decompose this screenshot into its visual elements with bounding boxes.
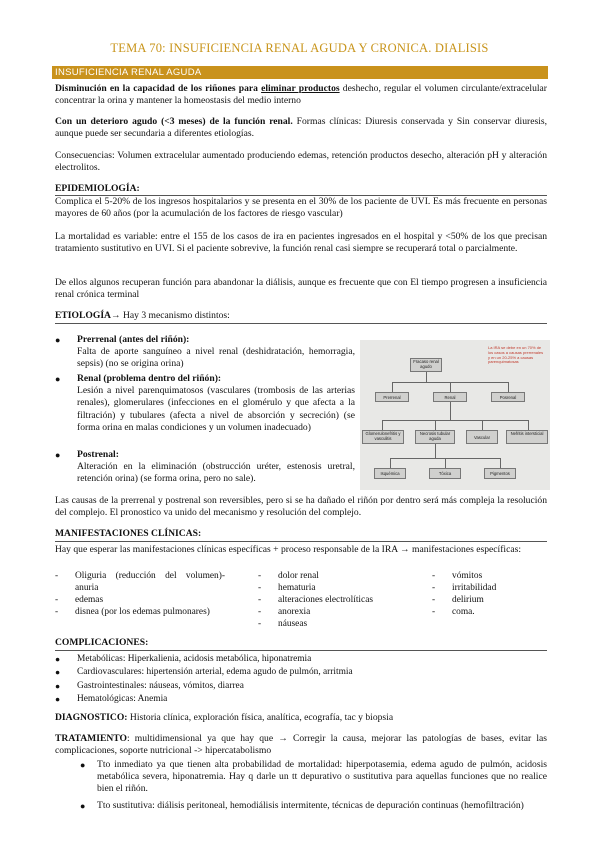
diagnostico-text: Historia clínica, exploración física, analítica, ecografía, tac y biopsia (127, 712, 394, 723)
intro-p1-c: deshecho, regular el volumen circulante/extracelular concentrar la orina y mantener la homeostasis del medio interno (55, 83, 547, 107)
list-item-text: Cardiovasculares: hipertensión arterial, edema agudo de pulmón, arritmia (77, 667, 353, 678)
etiologia-heading (55, 310, 547, 322)
manifestaciones-column-2 (258, 570, 408, 630)
list-item: - delirium (432, 595, 484, 605)
epidemiologia-heading: EPIDEMIOLOGÍA: (55, 183, 140, 194)
intro-p2-b: Formas clínicas: Diuresis conservada y Sin conservar diuresis, aunque puede ser secundaria a diferentes etiologías. (55, 116, 547, 140)
list-item (55, 680, 547, 693)
diagram-connector (382, 420, 528, 421)
etiologia-item-text: Falta de aporte sanguíneo a nivel renal (deshidratación, hemorragia, sepsis) (no se origina orina) (77, 346, 355, 370)
list-item-text: disnea (por los edemas pulmonares) (75, 607, 210, 617)
list-item: - vómitos (432, 571, 483, 581)
list-item (55, 653, 547, 666)
diagnostico-paragraph (55, 712, 547, 724)
bullet-dot-icon: ● (55, 374, 61, 384)
diagram-level2-box: Glomerulonefritis y vasculitis (362, 430, 404, 444)
complicaciones-heading: COMPLICACIONES: (55, 637, 149, 648)
etiologia-item (55, 449, 355, 489)
etiologia-item (55, 334, 355, 374)
diagram-level1-box: Prerrenal (375, 392, 409, 402)
list-item-text: náuseas (278, 619, 308, 629)
etiologia-item-text: Lesión a nivel parenquimatosos (vasculares (trombosis de las arterias renales), glomerulares (infecciones en el glomérulo y que afecta a la filtración) y tubulares (afecta a nivel de absorción y secreción) (se forma orina en malas condiciones y un volumen inadecuado) (77, 385, 355, 433)
section-banner: INSUFICIENCIA RENAL AGUDA (52, 66, 548, 79)
list-item-text: hematuria (278, 583, 316, 593)
etiologia-heading-rest: → Hay 3 mecanismo distintos: (110, 310, 230, 321)
bullet-dot-icon: ● (55, 680, 61, 691)
list-item-text: dolor renal (278, 571, 319, 581)
list-item-text: Gastrointestinales: náuseas, vómitos, diarrea (77, 680, 244, 691)
tratamiento-item-text: Tto sustitutiva: diálisis peritoneal, hemodiálisis intermitente, técnicas de depuración continuas (hemofiltración) (97, 800, 524, 811)
etiologia-item-title: Postrenal: (77, 449, 119, 460)
diagram-connector (392, 382, 393, 392)
diagram-connector (445, 458, 446, 468)
intro-p2-a: Con un deterioro agudo (<3 meses) de la función renal. (55, 116, 293, 127)
diagram-level3-box: Isquémica (374, 468, 406, 479)
list-item: - edemas (55, 595, 104, 605)
list-item: - hematuria (258, 583, 316, 593)
intro-paragraph-1 (55, 83, 547, 108)
list-item-text: irritabilidad (452, 583, 497, 593)
complicaciones-list (55, 653, 547, 707)
bullet-dot-icon: ● (80, 760, 86, 770)
diagram-connector (390, 458, 391, 468)
diagram-level2-box: Vascular (466, 430, 498, 444)
epidemiologia-paragraph-3: De ellos algunos recuperan función para abandonar la diálisis, aunque es frecuente que con El tiempo progresen a insuficiencia renal crónica terminal (55, 277, 547, 301)
bullet-dot-icon: ● (55, 335, 61, 345)
etiologia-closing-paragraph: Las causas de la prerrenal y postrenal son reversibles, pero si se ha dañado el riñón por dentro será más compleja la resolución del complejo. El pronostico va unido del mecanismo y resolución del complejo. (55, 495, 547, 519)
diagram-level1-box: Posrenal (491, 392, 525, 402)
list-item-text: coma. (452, 607, 475, 617)
etiologia-heading-label: ETIOLOGÍA (55, 310, 111, 321)
diagram-root-box: Fracaso renal agudo (410, 358, 442, 372)
manifestaciones-rule (55, 541, 547, 542)
list-item-text: Metabólicas: Hiperkalienia, acidosis metabólica, hiponatremia (77, 654, 312, 664)
bullet-dot-icon: ● (55, 667, 61, 678)
bullet-dot-icon: ● (55, 654, 61, 664)
manifestaciones-column-1 (55, 570, 225, 618)
etiologia-item (55, 373, 355, 448)
diagram-level3-box: Tóxica (429, 468, 461, 479)
manifestaciones-intro: Hay que esperar las manifestaciones clínicas específicas + proceso responsable de la IRA → manifestaciones específicas: (55, 544, 521, 555)
diagram-level3-box: Pigmentos (484, 468, 516, 479)
list-item: - dolor renal (258, 571, 319, 581)
list-item-text: Hematológicas: Anemia (77, 694, 168, 705)
intro-paragraph-2 (55, 116, 547, 141)
list-item: - irritabilidad (432, 583, 497, 593)
diagram-connector (435, 444, 436, 458)
epidemiologia-paragraph-1: Complica el 5-20% de los ingresos hospitalarios y se presenta en el 30% de los paciente de UVI. Es más frecuente en personas mayores de 60 años (por la acumulación de los factores de riesgo vascular) (55, 196, 547, 220)
diagnostico-label: DIAGNOSTICO: (55, 712, 128, 723)
bullet-dot-icon: ● (80, 801, 86, 811)
intro-p1-a: Disminución en la capacidad de los riñones para (55, 83, 262, 94)
diagram-connector (482, 420, 483, 430)
list-item (55, 693, 547, 706)
diagram-connector (450, 402, 451, 420)
epidemiologia-paragraph-2: La mortalidad es variable: entre el 155 de los casos de ira en pacientes ingresados en el hospital y <50% de los que precisan tratamiento sustitutivo en UVI. Si el paciente sobrevive, la función renal casi siempre se recuperará total o parcialmente. (55, 231, 547, 255)
tratamiento-text: : multidimensional ya que hay que → Corregir la causa, mejorar las patologías de bases, evitar las complicaciones, soporte nutricional -> hipercatabolismo (55, 733, 547, 757)
list-item (55, 666, 547, 679)
intro-p1-underlined: eliminar productos (261, 83, 340, 94)
diagram-connector (382, 420, 383, 430)
etiologia-item-title: Renal (problema dentro del riñón): (77, 373, 222, 384)
diagram-connector (435, 420, 436, 430)
list-item: - náuseas (258, 619, 308, 629)
list-item: - Oliguria (reducción del volumen)-anuria (55, 571, 225, 593)
list-item-text: delirium (452, 595, 484, 605)
diagram-connector (528, 420, 529, 430)
list-item-text: anorexia (278, 607, 311, 617)
list-item: - anorexia (258, 607, 311, 617)
list-item-text: alteraciones electrolíticas (278, 595, 373, 605)
etiology-diagram-image (360, 340, 550, 490)
etiologia-rule (55, 323, 547, 324)
bullet-dot-icon: ● (55, 450, 61, 460)
tratamiento-paragraph (55, 733, 547, 758)
manifestaciones-heading: MANIFESTACIONES CLÍNICAS: (55, 528, 202, 539)
diagram-level2-box: Nefritis intersticial (506, 430, 548, 444)
diagram-level2-box: Necrosis tubular aguda (415, 430, 455, 444)
intro-paragraph-3: Consecuencias: Volumen extracelular aumentado produciendo edemas, retención productos desecho, alteración pH y alteración electrolitos. (55, 150, 547, 174)
complicaciones-rule (55, 650, 547, 651)
list-item: - coma. (432, 607, 475, 617)
tratamiento-item-text: Tto inmediato ya que tienen alta probabilidad de mortalidad: hiperpotasemia, edema agudo de pulmón, acidosis metabólica severa, hiponatremia. Hay q darle un tt depurativo o sustitutiva para aquellas funciones que no realice bien el riñón. (97, 759, 547, 795)
list-item-text: Oliguria (reducción del volumen)-anuria (75, 571, 225, 593)
diagram-red-note: La IRA se debe en un 70% de los casos a causas prerrenales y en un 20-25% a causas parenquimatosas (488, 345, 544, 365)
manifestaciones-column-3 (432, 570, 547, 618)
diagram-connector (508, 382, 509, 392)
list-item: - alteraciones electrolíticas (258, 595, 373, 605)
etiologia-item-title: Prerrenal (antes del riñón): (77, 334, 190, 345)
tratamiento-label: TRATAMIENTO (55, 733, 127, 744)
diagram-connector (450, 382, 451, 392)
diagram-connector (426, 372, 427, 382)
bullet-dot-icon: ● (55, 694, 61, 705)
diagram-connector (500, 458, 501, 468)
list-item-text: edemas (75, 595, 104, 605)
etiologia-item-text: Alteración en la eliminación (obstrucción uréter, estenosis uretral, retención orina) (se forma orina, pero no sale). (77, 461, 355, 485)
list-item: - disnea (por los edemas pulmonares) (55, 607, 210, 617)
list-item-text: vómitos (452, 571, 483, 581)
page-title: TEMA 70: INSUFICIENCIA RENAL AGUDA Y CRONICA. DIALISIS (110, 41, 489, 55)
diagram-level1-box: Renal (433, 392, 467, 402)
